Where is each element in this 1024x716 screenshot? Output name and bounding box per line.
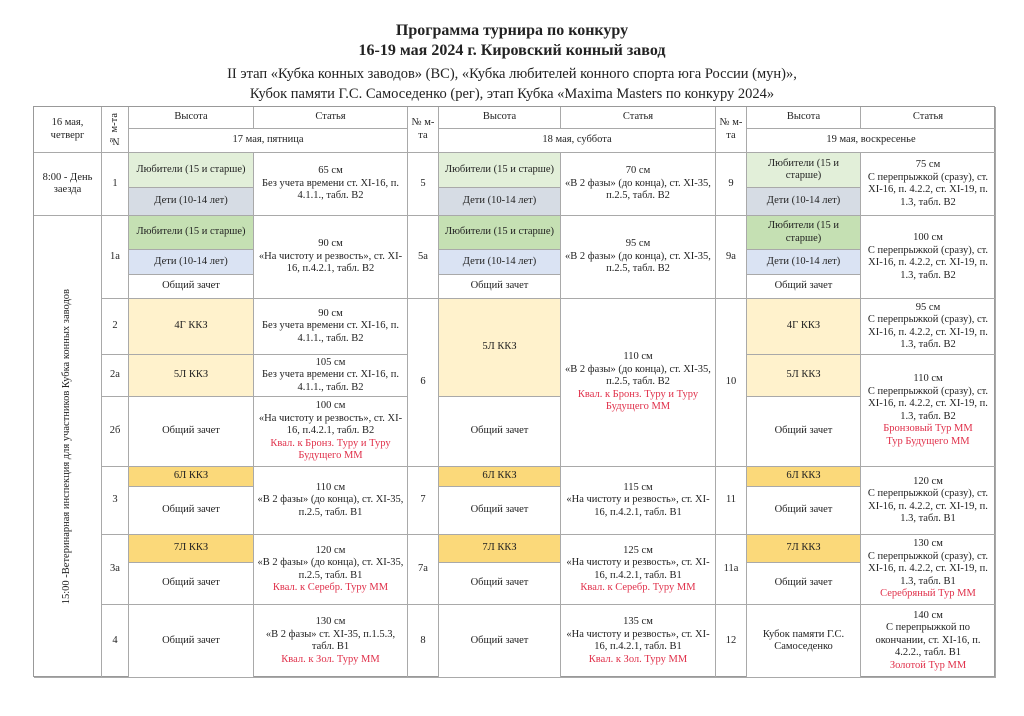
- class-cell: Общий зачет: [129, 397, 254, 467]
- class-cell: Общий зачет: [129, 275, 254, 299]
- competition-rule: «В 2 фазы» (до конца), ст. XI-35, п.2.5, табл. В1: [257, 494, 404, 518]
- fence-height: 120 см: [315, 544, 346, 556]
- qualification-note: Бронзовый Тур ММ: [883, 423, 973, 434]
- round-number: 3: [102, 467, 129, 535]
- class-cell: Общий зачет: [439, 487, 561, 535]
- article-cell: [254, 216, 408, 299]
- fence-height: 100 см: [315, 400, 346, 412]
- fence-height: 110 см: [913, 373, 943, 384]
- round-number: 5: [408, 153, 439, 216]
- header-article: Статья: [254, 107, 408, 129]
- competition-rule: «На чистоту и резвость», ст. XI-16, п.4.2.1, табл. В2: [258, 250, 403, 275]
- schedule-table: [33, 106, 995, 677]
- article-cell: [861, 467, 996, 535]
- class-cell: 5Л ККЗ: [747, 355, 861, 397]
- header-round-number: [102, 107, 129, 153]
- article-cell: [861, 605, 996, 678]
- round-number: 10: [716, 299, 747, 467]
- class-cell: Общий зачет: [439, 275, 561, 299]
- vet-inspection-label: 15:00 -Ветеринарная инспекция для участников Кубка конных заводов: [61, 288, 73, 605]
- class-cell: Кубок памяти Г.С. Самоседенко: [747, 605, 861, 678]
- document-description-2: Кубок памяти Г.С. Самоседенко (рег), этап Кубка «Maxima Masters по конкуру 2024»: [249, 86, 775, 102]
- fence-height: 90 см: [318, 238, 343, 250]
- class-cell: Общий зачет: [747, 275, 861, 299]
- competition-rule: «На чистоту и резвость», ст. XI-16, п.4.2.1, табл. В1: [566, 494, 710, 518]
- class-cell: Общий зачет: [129, 605, 254, 678]
- round-number: 12: [716, 605, 747, 678]
- class-cell: Общий зачет: [129, 487, 254, 535]
- article-cell: [254, 299, 408, 355]
- competition-rule: «В 2 фазы» (до конца), ст. XI-35, п.2.5, табл. В2: [565, 363, 711, 388]
- class-cell: Общий зачет: [439, 605, 561, 678]
- fence-height: 105 см: [315, 356, 346, 368]
- vet-inspection-cell: [34, 216, 102, 678]
- class-cell: 5Л ККЗ: [439, 299, 561, 397]
- round-number: 11а: [716, 535, 747, 605]
- class-cell: Дети (10-14 лет): [129, 188, 254, 216]
- class-cell: 7Л ККЗ: [129, 535, 254, 563]
- article-cell: [254, 153, 408, 216]
- fence-height: 110 см: [623, 351, 653, 363]
- competition-rule: Без учета времени ст. XI-16, п. 4.1.1., табл. В2: [261, 369, 400, 393]
- header-height: Высота: [747, 107, 861, 129]
- class-cell: Дети (10-14 лет): [747, 250, 861, 275]
- header-day-date: 19 мая, воскресенье: [747, 129, 996, 153]
- round-number: 2а: [102, 355, 129, 397]
- class-cell: Общий зачет: [439, 563, 561, 605]
- class-cell: Дети (10-14 лет): [439, 188, 561, 216]
- class-cell: Общий зачет: [129, 563, 254, 605]
- fence-height: 110 см: [315, 481, 346, 493]
- competition-rule: Без учета времени ст. XI-16, п. 4.1.1., табл. В2: [261, 177, 400, 202]
- header-round-number: [716, 107, 747, 153]
- round-number: 8: [408, 605, 439, 678]
- fence-height: 65 см: [318, 165, 343, 177]
- fence-height: 115 см: [623, 481, 653, 493]
- header-day-date: 17 мая, пятница: [129, 129, 408, 153]
- class-cell: Дети (10-14 лет): [439, 250, 561, 275]
- fence-height: 130 см: [315, 616, 346, 627]
- class-cell: Любители (15 и старше): [439, 153, 561, 188]
- header-article: Статья: [861, 107, 996, 129]
- competition-rule: «На чистоту и резвость», ст. XI-16, п.4.2.1, табл. В1: [566, 557, 710, 581]
- class-cell: Общий зачет: [747, 487, 861, 535]
- header-article: Статья: [561, 107, 716, 129]
- qualification-note: Квал. к Бронз. Туру и Туру Будущего ММ: [577, 388, 699, 413]
- competition-rule: «В 2 фазы» ст. XI-35, п.1.5.3, табл. В1: [265, 628, 396, 652]
- competition-rule: «В 2 фазы» (до конца), ст. XI-35, п.2.5, табл. В1: [257, 557, 404, 581]
- article-cell: [861, 299, 996, 355]
- competition-rule: «На чистоту и резвость», ст. XI-16, п.4.2.1, табл. В2: [258, 412, 403, 437]
- round-number: 6: [408, 299, 439, 467]
- class-cell: 6Л ККЗ: [747, 467, 861, 487]
- class-cell: Общий зачет: [747, 397, 861, 467]
- header-round-number-label: № м-та: [719, 117, 743, 141]
- fence-height: 95 см: [915, 301, 941, 313]
- competition-rule: С перепрыжкой (сразу), ст. XI-16, п. 4.2.2, ст. XI-19, п. 1.3, табл. В2: [867, 314, 989, 350]
- fence-height: 100 см: [913, 232, 943, 243]
- class-cell: 6Л ККЗ: [129, 467, 254, 487]
- article-cell: [254, 467, 408, 535]
- header-height: Высота: [439, 107, 561, 129]
- class-cell: Любители (15 и старше): [747, 153, 861, 188]
- fence-height: 90 см: [318, 307, 343, 319]
- competition-rule: Без учета времени ст. XI-16, п. 4.1.1., табл. В2: [261, 320, 400, 344]
- class-cell: Любители (15 и старше): [747, 216, 861, 250]
- class-cell: Общий зачет: [439, 397, 561, 467]
- header-round-number: [408, 107, 439, 153]
- fence-height: 70 см: [625, 165, 651, 177]
- qualification-note: Квал. к Зол. Туру ММ: [281, 653, 380, 665]
- fence-height: 140 см: [913, 609, 943, 621]
- round-number: 2: [102, 299, 129, 355]
- fence-height: 95 см: [625, 238, 651, 250]
- qualification-note: Тур Будущего ММ: [886, 435, 970, 447]
- class-cell: Любители (15 и старше): [439, 216, 561, 250]
- header-height: Высота: [129, 107, 254, 129]
- header-round-number-label: № м-та: [108, 112, 120, 147]
- article-cell: [861, 216, 996, 299]
- article-cell: [561, 535, 716, 605]
- competition-rule: С перепрыжкой (сразу), ст. XI-16, п. 4.2.2, ст. XI-19, п. 1.3, табл. В2: [867, 244, 989, 281]
- class-cell: 4Г ККЗ: [129, 299, 254, 355]
- header-first-day: 16 мая, четверг: [34, 107, 102, 153]
- class-cell: Дети (10-14 лет): [747, 188, 861, 216]
- fence-height: 135 см: [623, 616, 653, 627]
- document-subtitle: 16-19 мая 2024 г. Кировский конный завод: [358, 42, 666, 59]
- round-number: 5а: [408, 216, 439, 299]
- qualification-note: Квал. к Бронз. Туру и Туру Будущего ММ: [270, 437, 391, 462]
- article-cell: [561, 467, 716, 535]
- article-cell: [254, 397, 408, 467]
- class-cell: 7Л ККЗ: [439, 535, 561, 563]
- competition-rule: С перепрыжкой (сразу), ст. XI-16, п. 4.2.2, ст. XI-19, п. 1.3, табл. В1: [867, 488, 989, 524]
- fence-height: 120 см: [913, 475, 943, 487]
- article-cell: [561, 605, 716, 678]
- fence-height: 125 см: [623, 544, 653, 556]
- arrival-cell: 8:00 - День заезда: [34, 153, 102, 216]
- competition-rule: С перепрыжкой (сразу), ст. XI-16, п. 4.2.2, ст. XI-19, п. 1.3, табл. В2: [867, 385, 989, 422]
- competition-rule: «В 2 фазы» (до конца), ст. XI-35, п.2.5, табл. В2: [565, 250, 711, 275]
- round-number: 4: [102, 605, 129, 678]
- qualification-note: Квал. к Серебр. Туру ММ: [272, 582, 389, 593]
- article-cell: [254, 535, 408, 605]
- document-title: Программа турнира по конкуру: [395, 22, 629, 39]
- class-cell: Общий зачет: [747, 563, 861, 605]
- class-cell: Любители (15 и старше): [129, 153, 254, 188]
- class-cell: 5Л ККЗ: [129, 355, 254, 397]
- round-number: 7а: [408, 535, 439, 605]
- class-cell: Дети (10-14 лет): [129, 250, 254, 275]
- qualification-note: Квал. к Зол. Туру ММ: [588, 653, 688, 665]
- round-number: 9: [716, 153, 747, 216]
- fence-height: 130 см: [913, 538, 943, 550]
- round-number: 2б: [102, 397, 129, 467]
- article-cell: [561, 216, 716, 299]
- competition-rule: «На чистоту и резвость», ст. XI-16, п.4.2.1, табл. В1: [566, 628, 710, 652]
- article-cell: [561, 153, 716, 216]
- round-number: 9а: [716, 216, 747, 299]
- round-number: 1а: [102, 216, 129, 299]
- article-cell: [561, 299, 716, 467]
- round-number: 1: [102, 153, 129, 216]
- qualification-note: Золотой Тур ММ: [889, 659, 967, 671]
- class-cell: 4Г ККЗ: [747, 299, 861, 355]
- article-cell: [861, 535, 996, 605]
- header-day-date: 18 мая, суббота: [439, 129, 716, 153]
- fence-height: 75 см: [915, 159, 941, 170]
- competition-rule: «В 2 фазы» (до конца), ст. XI-35, п.2.5, табл. В2: [565, 177, 711, 202]
- header-round-number-label: № м-та: [411, 117, 435, 141]
- class-cell: 7Л ККЗ: [747, 535, 861, 563]
- round-number: 7: [408, 467, 439, 535]
- round-number: 3а: [102, 535, 129, 605]
- round-number: 11: [716, 467, 747, 535]
- class-cell: 6Л ККЗ: [439, 467, 561, 487]
- article-cell: [861, 355, 996, 467]
- qualification-note: Серебряный Тур ММ: [880, 588, 976, 600]
- article-cell: [861, 153, 996, 216]
- qualification-note: Квал. к Серебр. Туру ММ: [580, 582, 696, 593]
- competition-rule: С перепрыжкой (сразу), ст. XI-16, п. 4.2.2, ст. XI-19, п. 1.3, табл. В2: [867, 171, 989, 208]
- document-description-1: II этап «Кубка конных заводов» (ВС), «Кубка любителей конного спорта юга России (мун)»,: [227, 66, 797, 82]
- article-cell: [254, 605, 408, 678]
- competition-rule: С перепрыжкой (сразу), ст. XI-16, п. 4.2.2, ст. XI-19, п. 1.3, табл. В1: [867, 550, 989, 587]
- competition-rule: С перепрыжкой по окончании, ст. XI-16, п. 4.2.2., табл. В1: [875, 622, 981, 659]
- class-cell: Любители (15 и старше): [129, 216, 254, 250]
- article-cell: [254, 355, 408, 397]
